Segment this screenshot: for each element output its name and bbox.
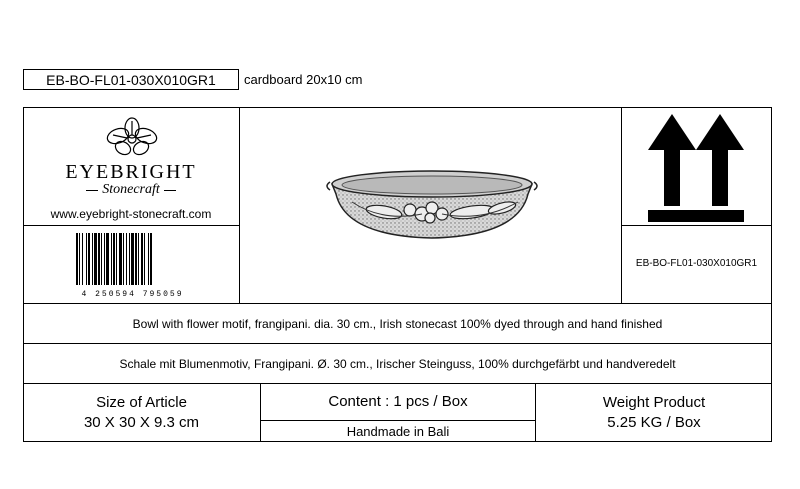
barcode-bar — [92, 233, 93, 285]
divider — [23, 225, 239, 226]
brand-name: EYEBRIGHT — [65, 160, 197, 183]
barcode-bar — [82, 233, 83, 285]
barcode-digits: 4 250594 795059 — [81, 290, 184, 299]
barcode-bar — [106, 233, 109, 285]
brand-logo-icon — [101, 116, 163, 158]
ornament-line — [164, 190, 176, 191]
divider — [239, 107, 240, 303]
origin-value: Handmade in Bali — [346, 424, 450, 439]
barcode-bar — [126, 233, 127, 285]
sku-code-box: EB-BO-FL01-030X010GR1 — [23, 69, 239, 90]
barcode-bar — [141, 233, 143, 285]
weight-cell — [536, 384, 772, 442]
this-way-up-icon — [648, 114, 744, 222]
barcode-bar — [111, 233, 112, 285]
barcode-bar — [135, 233, 137, 285]
barcode-bar — [86, 233, 87, 285]
brand-subtitle: Stonecraft — [102, 182, 160, 197]
description-german: Schale mit Blumenmotiv, Frangipani. Ø. 30 cm., Irischer Steinguss, 100% durchgefärbt und handveredelt — [119, 356, 676, 371]
barcode-bar — [101, 233, 102, 285]
barcode-bar — [144, 233, 145, 285]
barcode-bar — [150, 233, 152, 285]
divider — [621, 225, 772, 226]
carton-size-note: cardboard 20x10 cm — [244, 72, 363, 87]
barcode-bar — [94, 233, 97, 285]
ornament-line — [86, 190, 98, 191]
barcode-bar — [113, 233, 115, 285]
weight-label: Weight Product — [602, 394, 706, 411]
product-bowl-image — [322, 162, 542, 248]
barcode-bar — [98, 233, 100, 285]
content-value: Content : 1 pcs / Box — [328, 393, 468, 410]
barcode-bar — [79, 233, 80, 285]
barcode-bar — [76, 233, 78, 285]
handling-sku: EB-BO-FL01-030X010GR1 — [635, 257, 758, 269]
size-cell — [23, 384, 260, 442]
barcode-bar — [138, 233, 139, 285]
barcode — [76, 233, 189, 299]
barcode-bars — [76, 233, 189, 285]
brand-subtitle-row — [23, 181, 239, 199]
barcode-bar — [116, 233, 117, 285]
website-url: www.eyebright-stonecraft.com — [50, 207, 212, 221]
divider — [621, 107, 622, 303]
size-value: 30 X 30 X 9.3 cm — [83, 414, 200, 431]
barcode-bar — [88, 233, 90, 285]
barcode-bar — [123, 233, 124, 285]
size-label: Size of Article — [96, 394, 187, 411]
frangipani-flower-icon — [101, 116, 163, 158]
this-way-up-arrows-icon — [648, 114, 744, 222]
barcode-bar — [131, 233, 134, 285]
barcode-bar — [119, 233, 122, 285]
bowl-illustration — [322, 162, 542, 248]
barcode-bar — [148, 233, 149, 285]
weight-value: 5.25 KG / Box — [607, 414, 701, 431]
barcode-bar — [129, 233, 130, 285]
description-english: Bowl with flower motif, frangipani. dia. 30 cm., Irish stonecast 100% dyed through and hand finished — [132, 316, 663, 331]
barcode-bar — [104, 233, 105, 285]
